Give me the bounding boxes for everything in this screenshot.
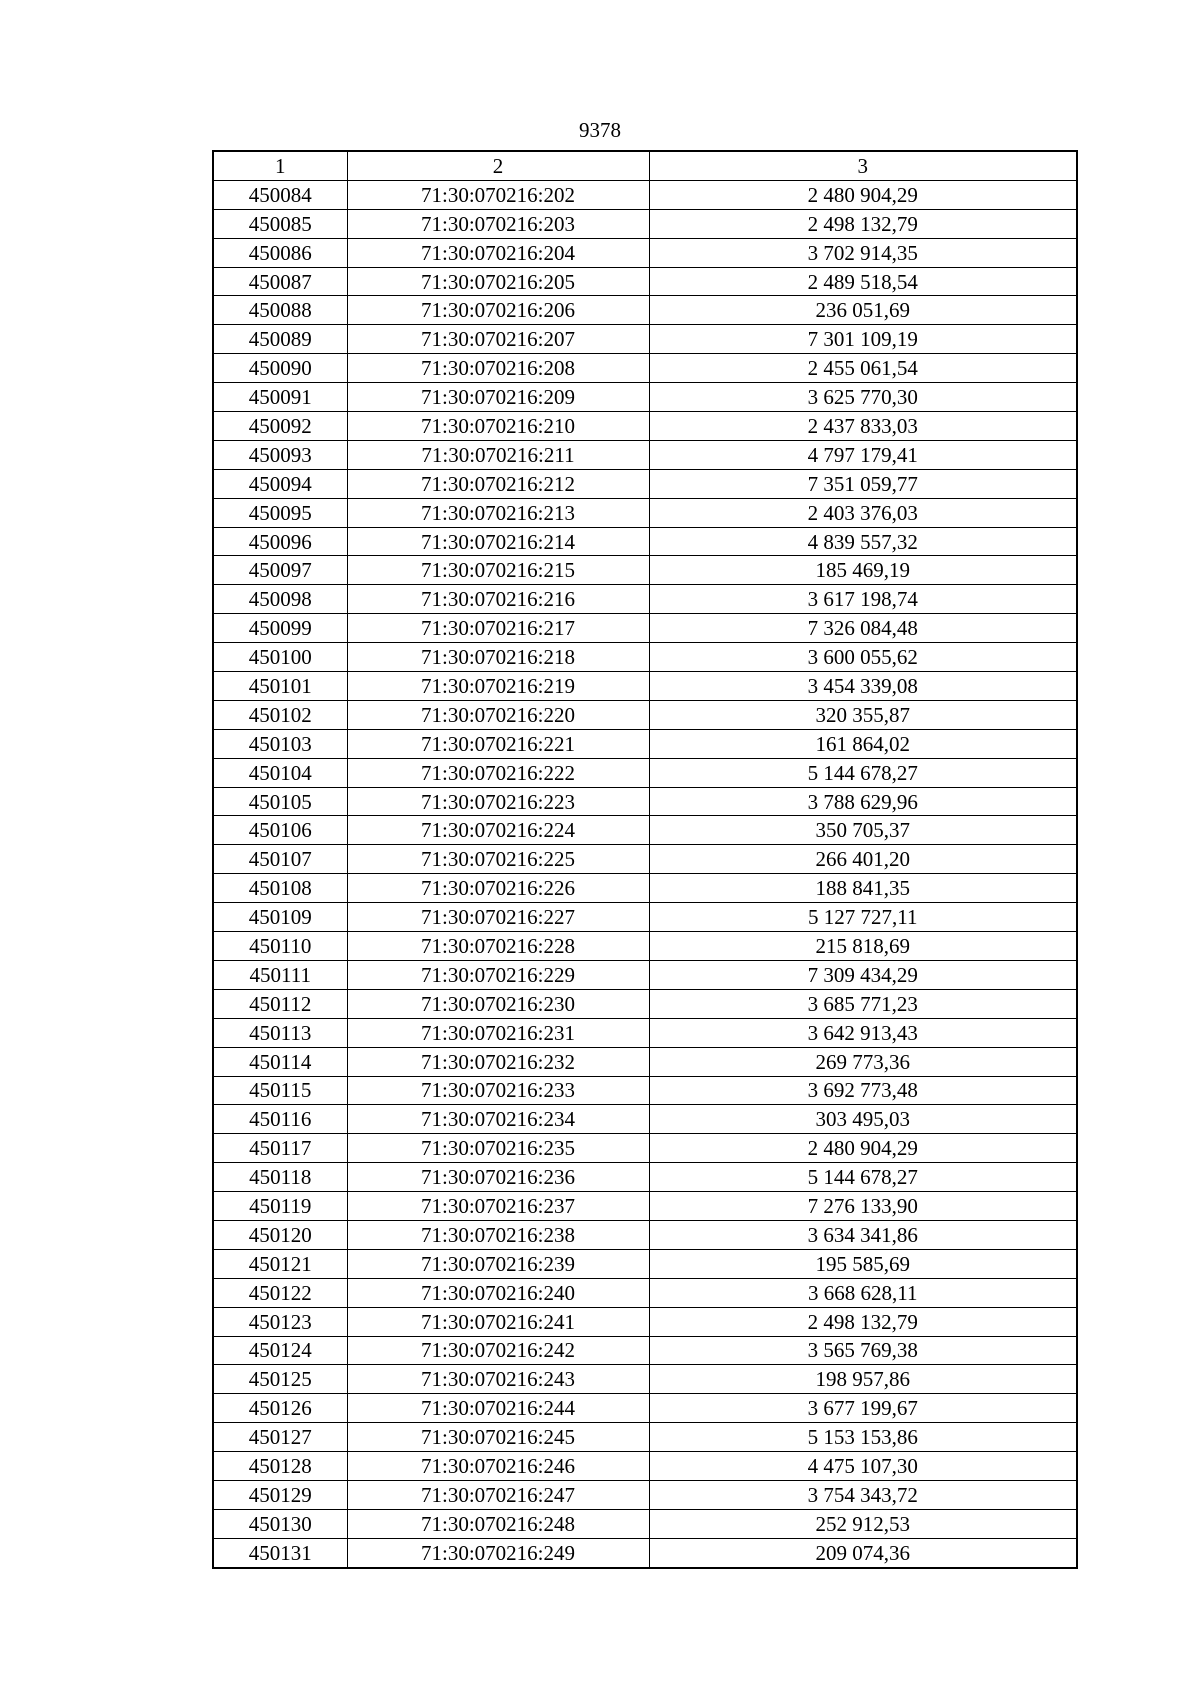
table-row: [213, 1423, 1077, 1452]
table-row: [213, 556, 1077, 585]
value-cell: 3 600 055,62: [649, 643, 1077, 672]
cadastral-number-cell: 71:30:070216:223: [347, 787, 649, 816]
column-header-1: 1: [213, 151, 347, 180]
cadastral-number-cell: 71:30:070216:230: [347, 989, 649, 1018]
table-row: [213, 412, 1077, 441]
table-row: [213, 989, 1077, 1018]
row-number-cell: 450117: [213, 1134, 347, 1163]
row-number-cell: 450106: [213, 816, 347, 845]
cadastral-number-cell: 71:30:070216:207: [347, 325, 649, 354]
cadastral-number-cell: 71:30:070216:236: [347, 1163, 649, 1192]
value-cell: 3 617 198,74: [649, 585, 1077, 614]
value-cell: 2 498 132,79: [649, 209, 1077, 238]
row-number-cell: 450089: [213, 325, 347, 354]
value-cell: 5 144 678,27: [649, 758, 1077, 787]
table-row: [213, 758, 1077, 787]
cadastral-number-cell: 71:30:070216:241: [347, 1307, 649, 1336]
value-cell: 350 705,37: [649, 816, 1077, 845]
value-cell: 3 565 769,38: [649, 1336, 1077, 1365]
table-row: [213, 296, 1077, 325]
table-row: [213, 354, 1077, 383]
table-row: [213, 903, 1077, 932]
table-row: [213, 1452, 1077, 1481]
row-number-cell: 450110: [213, 932, 347, 961]
row-number-cell: 450090: [213, 354, 347, 383]
row-number-cell: 450114: [213, 1047, 347, 1076]
row-number-cell: 450102: [213, 700, 347, 729]
row-number-cell: 450104: [213, 758, 347, 787]
table-row: [213, 1394, 1077, 1423]
table-row: [213, 1047, 1077, 1076]
value-cell: 215 818,69: [649, 932, 1077, 961]
table-row: [213, 1278, 1077, 1307]
column-header-2: 2: [347, 151, 649, 180]
value-cell: 320 355,87: [649, 700, 1077, 729]
cadastral-number-cell: 71:30:070216:221: [347, 729, 649, 758]
value-cell: 3 692 773,48: [649, 1076, 1077, 1105]
row-number-cell: 450112: [213, 989, 347, 1018]
table-row: [213, 1163, 1077, 1192]
cadastral-number-cell: 71:30:070216:205: [347, 267, 649, 296]
table-row: [213, 325, 1077, 354]
row-number-cell: 450119: [213, 1192, 347, 1221]
value-cell: 3 754 343,72: [649, 1480, 1077, 1509]
row-number-cell: 450108: [213, 874, 347, 903]
cadastral-number-cell: 71:30:070216:219: [347, 672, 649, 701]
value-cell: 2 455 061,54: [649, 354, 1077, 383]
row-number-cell: 450111: [213, 960, 347, 989]
table-row: [213, 1365, 1077, 1394]
table-row: [213, 643, 1077, 672]
row-number-cell: 450131: [213, 1538, 347, 1567]
value-cell: 2 480 904,29: [649, 180, 1077, 209]
value-cell: 4 839 557,32: [649, 527, 1077, 556]
row-number-cell: 450099: [213, 614, 347, 643]
cadastral-number-cell: 71:30:070216:244: [347, 1394, 649, 1423]
row-number-cell: 450124: [213, 1336, 347, 1365]
value-cell: 3 634 341,86: [649, 1220, 1077, 1249]
cadastral-number-cell: 71:30:070216:202: [347, 180, 649, 209]
table-row: [213, 874, 1077, 903]
table-row: [213, 440, 1077, 469]
cadastral-number-cell: 71:30:070216:227: [347, 903, 649, 932]
cadastral-number-cell: 71:30:070216:234: [347, 1105, 649, 1134]
value-cell: 303 495,03: [649, 1105, 1077, 1134]
table-row: [213, 932, 1077, 961]
cadastral-number-cell: 71:30:070216:235: [347, 1134, 649, 1163]
row-number-cell: 450128: [213, 1452, 347, 1481]
value-cell: 3 668 628,11: [649, 1278, 1077, 1307]
value-cell: 4 797 179,41: [649, 440, 1077, 469]
table-header-row: [213, 151, 1077, 180]
row-number-cell: 450097: [213, 556, 347, 585]
cadastral-number-cell: 71:30:070216:214: [347, 527, 649, 556]
row-number-cell: 450123: [213, 1307, 347, 1336]
cadastral-number-cell: 71:30:070216:217: [347, 614, 649, 643]
table-row: [213, 1076, 1077, 1105]
cadastral-number-cell: 71:30:070216:238: [347, 1220, 649, 1249]
table-row: [213, 1192, 1077, 1221]
table-row: [213, 700, 1077, 729]
row-number-cell: 450084: [213, 180, 347, 209]
value-cell: 3 454 339,08: [649, 672, 1077, 701]
value-cell: 3 642 913,43: [649, 1018, 1077, 1047]
cadastral-number-cell: 71:30:070216:246: [347, 1452, 649, 1481]
row-number-cell: 450125: [213, 1365, 347, 1394]
value-cell: 5 127 727,11: [649, 903, 1077, 932]
table-row: [213, 1220, 1077, 1249]
cadastral-number-cell: 71:30:070216:228: [347, 932, 649, 961]
table-row: [213, 729, 1077, 758]
value-cell: 4 475 107,30: [649, 1452, 1077, 1481]
cadastral-number-cell: 71:30:070216:209: [347, 383, 649, 412]
row-number-cell: 450126: [213, 1394, 347, 1423]
value-cell: 209 074,36: [649, 1538, 1077, 1567]
cadastral-number-cell: 71:30:070216:216: [347, 585, 649, 614]
value-cell: 7 276 133,90: [649, 1192, 1077, 1221]
row-number-cell: 450107: [213, 845, 347, 874]
value-cell: 185 469,19: [649, 556, 1077, 585]
row-number-cell: 450094: [213, 469, 347, 498]
value-cell: 3 702 914,35: [649, 238, 1077, 267]
table-row: [213, 1509, 1077, 1538]
cadastral-number-cell: 71:30:070216:240: [347, 1278, 649, 1307]
table-row: [213, 527, 1077, 556]
row-number-cell: 450093: [213, 440, 347, 469]
row-number-cell: 450118: [213, 1163, 347, 1192]
value-cell: 3 625 770,30: [649, 383, 1077, 412]
cadastral-number-cell: 71:30:070216:226: [347, 874, 649, 903]
row-number-cell: 450100: [213, 643, 347, 672]
table-row: [213, 845, 1077, 874]
row-number-cell: 450091: [213, 383, 347, 412]
value-cell: 3 685 771,23: [649, 989, 1077, 1018]
row-number-cell: 450113: [213, 1018, 347, 1047]
row-number-cell: 450088: [213, 296, 347, 325]
value-cell: 5 153 153,86: [649, 1423, 1077, 1452]
value-cell: 161 864,02: [649, 729, 1077, 758]
row-number-cell: 450130: [213, 1509, 347, 1538]
table-header: [213, 151, 1077, 180]
value-cell: 236 051,69: [649, 296, 1077, 325]
table-row: [213, 267, 1077, 296]
table-row: [213, 498, 1077, 527]
cadastral-number-cell: 71:30:070216:225: [347, 845, 649, 874]
row-number-cell: 450098: [213, 585, 347, 614]
cadastral-number-cell: 71:30:070216:243: [347, 1365, 649, 1394]
table-row: [213, 672, 1077, 701]
cadastral-number-cell: 71:30:070216:212: [347, 469, 649, 498]
value-cell: 2 437 833,03: [649, 412, 1077, 441]
row-number-cell: 450085: [213, 209, 347, 238]
cadastral-number-cell: 71:30:070216:220: [347, 700, 649, 729]
value-cell: 7 301 109,19: [649, 325, 1077, 354]
table-row: [213, 1249, 1077, 1278]
cadastral-number-cell: 71:30:070216:233: [347, 1076, 649, 1105]
cadastral-number-cell: 71:30:070216:248: [347, 1509, 649, 1538]
cadastral-number-cell: 71:30:070216:208: [347, 354, 649, 383]
row-number-cell: 450087: [213, 267, 347, 296]
cadastral-number-cell: 71:30:070216:239: [347, 1249, 649, 1278]
value-cell: 2 403 376,03: [649, 498, 1077, 527]
value-cell: 7 326 084,48: [649, 614, 1077, 643]
row-number-cell: 450121: [213, 1249, 347, 1278]
cadastral-number-cell: 71:30:070216:222: [347, 758, 649, 787]
value-cell: 269 773,36: [649, 1047, 1077, 1076]
page-number: 9378: [579, 118, 621, 142]
row-number-cell: 450096: [213, 527, 347, 556]
row-number-cell: 450086: [213, 238, 347, 267]
table-row: [213, 180, 1077, 209]
value-cell: 7 351 059,77: [649, 469, 1077, 498]
table-row: [213, 614, 1077, 643]
value-cell: 5 144 678,27: [649, 1163, 1077, 1192]
row-number-cell: 450116: [213, 1105, 347, 1134]
cadastral-number-cell: 71:30:070216:229: [347, 960, 649, 989]
cadastral-number-cell: 71:30:070216:232: [347, 1047, 649, 1076]
cadastral-number-cell: 71:30:070216:224: [347, 816, 649, 845]
cadastral-number-cell: 71:30:070216:242: [347, 1336, 649, 1365]
table-row: [213, 238, 1077, 267]
value-cell: 2 498 132,79: [649, 1307, 1077, 1336]
table-row: [213, 1480, 1077, 1509]
value-cell: 195 585,69: [649, 1249, 1077, 1278]
value-cell: 3 788 629,96: [649, 787, 1077, 816]
value-cell: 7 309 434,29: [649, 960, 1077, 989]
table-row: [213, 209, 1077, 238]
table-row: [213, 816, 1077, 845]
cadastral-number-cell: 71:30:070216:215: [347, 556, 649, 585]
value-cell: 198 957,86: [649, 1365, 1077, 1394]
table-row: [213, 1307, 1077, 1336]
row-number-cell: 450122: [213, 1278, 347, 1307]
table-row: [213, 1538, 1077, 1567]
cadastral-number-cell: 71:30:070216:204: [347, 238, 649, 267]
cadastral-number-cell: 71:30:070216:245: [347, 1423, 649, 1452]
row-number-cell: 450103: [213, 729, 347, 758]
cadastral-number-cell: 71:30:070216:213: [347, 498, 649, 527]
row-number-cell: 450095: [213, 498, 347, 527]
table-row: [213, 1336, 1077, 1365]
value-cell: 252 912,53: [649, 1509, 1077, 1538]
value-cell: 2 480 904,29: [649, 1134, 1077, 1163]
cadastral-number-cell: 71:30:070216:249: [347, 1538, 649, 1567]
row-number-cell: 450129: [213, 1480, 347, 1509]
row-number-cell: 450101: [213, 672, 347, 701]
table-row: [213, 1105, 1077, 1134]
value-cell: 266 401,20: [649, 845, 1077, 874]
value-cell: 188 841,35: [649, 874, 1077, 903]
cadastral-number-cell: 71:30:070216:206: [347, 296, 649, 325]
table-body: [213, 180, 1077, 1567]
value-cell: 3 677 199,67: [649, 1394, 1077, 1423]
cadastral-number-cell: 71:30:070216:218: [347, 643, 649, 672]
table-row: [213, 469, 1077, 498]
cadastral-number-cell: 71:30:070216:247: [347, 1480, 649, 1509]
value-cell: 2 489 518,54: [649, 267, 1077, 296]
cadastral-number-cell: 71:30:070216:203: [347, 209, 649, 238]
row-number-cell: 450115: [213, 1076, 347, 1105]
row-number-cell: 450092: [213, 412, 347, 441]
column-header-3: 3: [649, 151, 1077, 180]
data-table: [212, 150, 1078, 1569]
row-number-cell: 450120: [213, 1220, 347, 1249]
row-number-cell: 450127: [213, 1423, 347, 1452]
table-row: [213, 585, 1077, 614]
table-row: [213, 1134, 1077, 1163]
cadastral-number-cell: 71:30:070216:211: [347, 440, 649, 469]
row-number-cell: 450105: [213, 787, 347, 816]
cadastral-number-cell: 71:30:070216:210: [347, 412, 649, 441]
cadastral-number-cell: 71:30:070216:231: [347, 1018, 649, 1047]
table-row: [213, 1018, 1077, 1047]
row-number-cell: 450109: [213, 903, 347, 932]
table-row: [213, 787, 1077, 816]
table-row: [213, 960, 1077, 989]
table-row: [213, 383, 1077, 412]
cadastral-number-cell: 71:30:070216:237: [347, 1192, 649, 1221]
